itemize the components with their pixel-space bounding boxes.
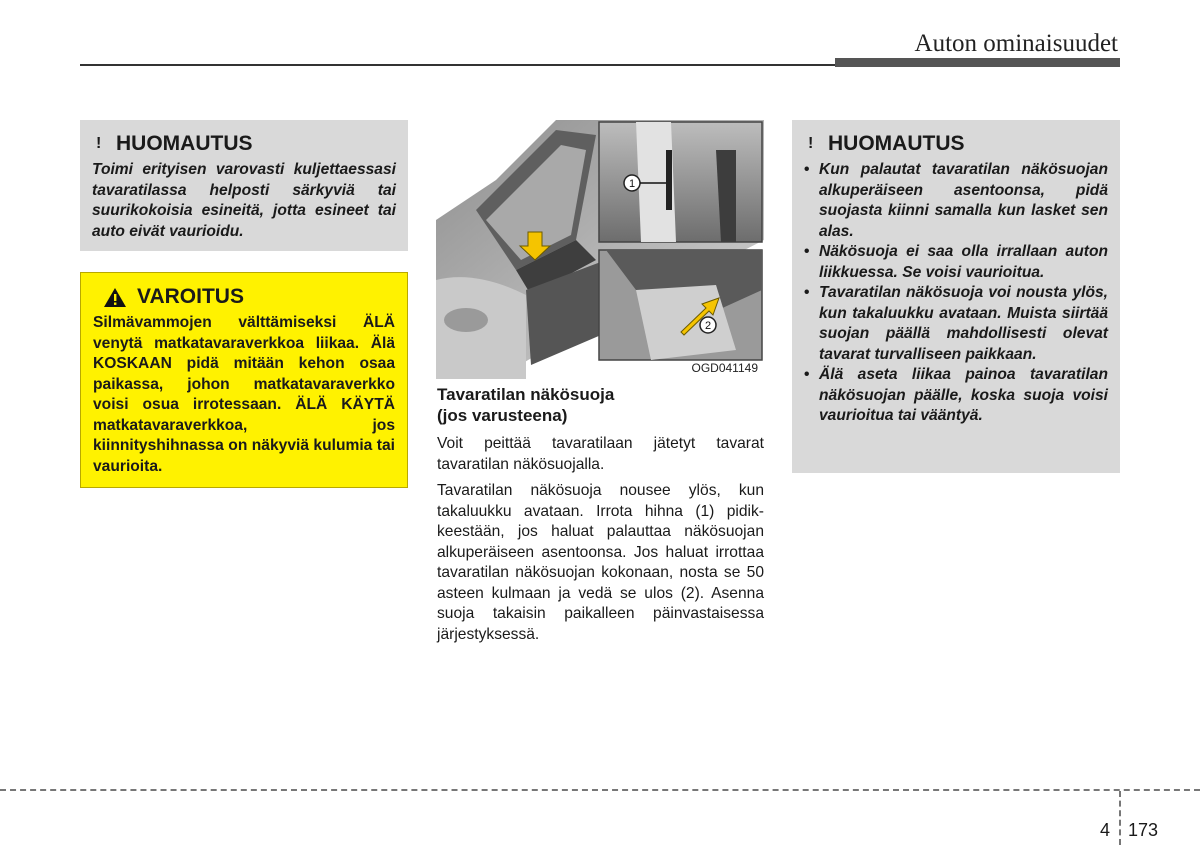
caution-text: Toimi erityisen varovasti kuljettaessasi tavaratilassa helposti särkyviä tai suurikokoisia esineitä, jotta esineet tai auto eivät vaurioidu. [92, 161, 396, 240]
cargo-cover-illustration [436, 120, 764, 379]
warning-box [80, 272, 408, 488]
figure-code: OGD041149 [691, 361, 758, 375]
exclamation-icon: ! [808, 135, 814, 152]
caution-list [804, 160, 1108, 427]
caution-heading [92, 132, 396, 156]
warning-heading [93, 285, 395, 309]
section-paragraph-2: Tavaratilan näkösuoja nousee ylös, kun takaluukku avataan. Irrota hihna (1) pidikkeestään, jos haluat palauttaa näkösuojan alkuperäiseen asentoonsa. Jos haluat irrottaa tavaratilan näkösuojan kokonaan, nosta se 50 asteen kulmaan ja vedä se ulos (2). Asenna suoja takaisin paikalleen päinvastaisessa järjestyksessä. [437, 482, 764, 643]
caution-box-right [792, 120, 1120, 473]
header-rule-thick [835, 58, 1120, 67]
page-header-title: Auton ominaisuudet [914, 30, 1118, 57]
section-title-line1: Tavaratilan näkösuoja [437, 385, 615, 404]
footer-dashed-rule [0, 789, 1200, 791]
header-rule [80, 64, 840, 66]
caution-box-left [80, 120, 408, 251]
section-title [437, 384, 764, 426]
chapter-number: 4 [1100, 820, 1111, 840]
svg-text:1: 1 [628, 178, 636, 190]
caution-list-item: • Näkösuoja ei saa olla irrallaan auton liikkuessa. Se voisi vaurioitua. [804, 242, 1108, 283]
warning-triangle-icon [103, 287, 127, 308]
page-number: 173 [1128, 820, 1159, 840]
caution-list-item: • Älä aseta liikaa painoa tavaratilan näkösuojan päälle, koska suoja voisi vaurioitua tai vääntyä. [804, 365, 1108, 427]
caution-title: HUOMAUTUS [116, 132, 253, 155]
cargo-cover-drawing [436, 120, 764, 379]
footer-vertical-rule [1119, 791, 1121, 845]
section-paragraph-1: Voit peittää tavaratilaan jätetyt tavarat tavaratilan näkösuojalla. [437, 435, 764, 473]
caution-list-item: • Tavaratilan näkösuoja voi nousta ylös, kun takaluukku avataan. Muista siirtää suojan päällä mahdollisesti olevat tavarat turvalliseen paikkaan. [804, 283, 1108, 365]
exclamation-icon: ! [96, 135, 102, 152]
svg-text:2: 2 [704, 320, 712, 332]
cargo-cover-section [437, 384, 764, 651]
caution-list-item: • Kun palautat tavaratilan näkösuojan alkuperäiseen asentoonsa, pidä suojasta kiinni samalla kun lasket sen alas. [804, 160, 1108, 242]
warning-text: Silmävammojen välttämiseksi ÄLÄ venytä matkatavaraverkkoa liikaa. Älä KOSKAAN pidä mitään kehon osaa paikassa, johon matkatavaraverkko voisi osua irrotessaan. ÄLÄ KÄYTÄ matkatavaraverkkoa, jos kiinnityshihnassa on näkyviä kulumia tai vaurioita. [93, 314, 395, 475]
section-title-line2: (jos varusteena) [437, 406, 568, 425]
caution-title-right: HUOMAUTUS [828, 132, 965, 155]
warning-title: VAROITUS [137, 285, 244, 308]
caution-heading-right [804, 132, 1108, 156]
